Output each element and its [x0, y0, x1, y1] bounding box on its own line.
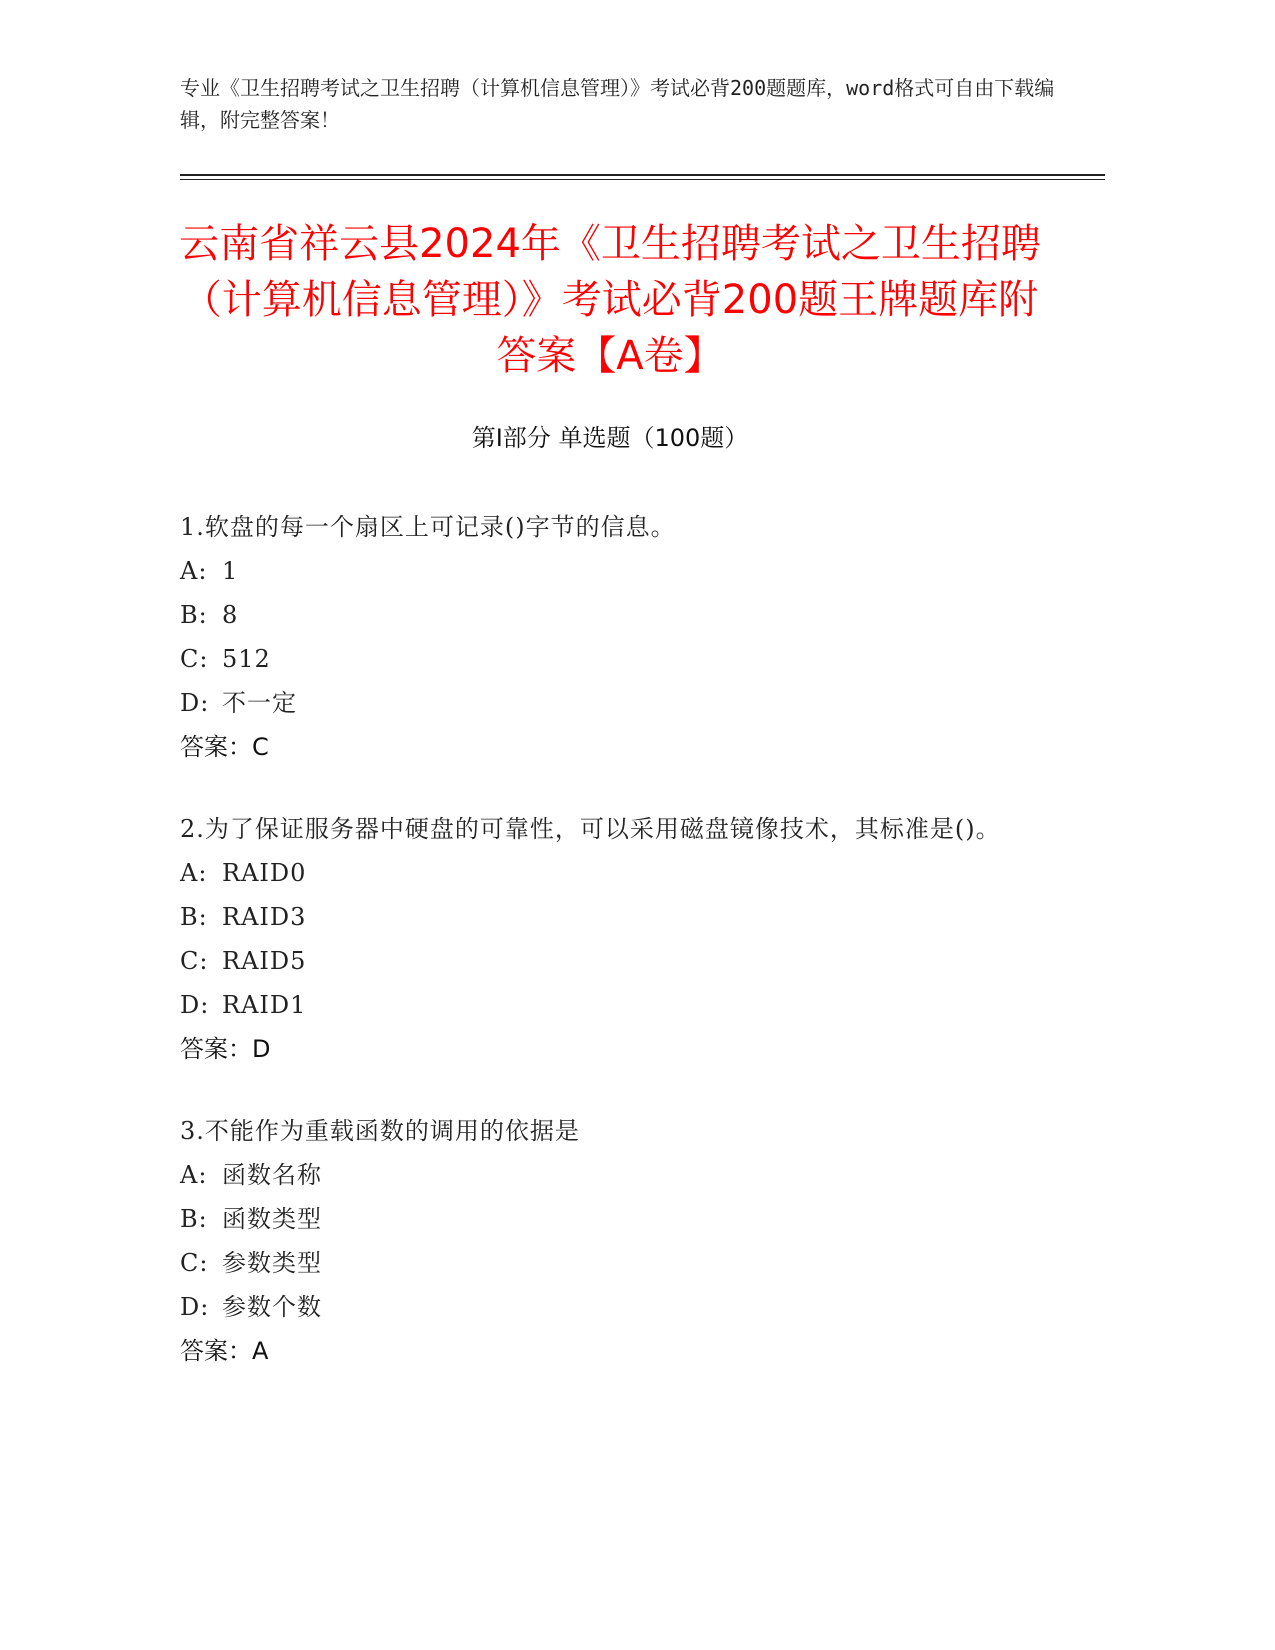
option-letter: D: — [180, 689, 210, 717]
option-letter: B: — [180, 601, 208, 629]
question-1 — [180, 505, 1030, 769]
answer-line: 答案：C — [180, 733, 269, 761]
option-d — [180, 681, 1030, 725]
option-text: RAID5 — [222, 947, 307, 975]
option-d — [180, 1285, 1030, 1329]
header-note: 专业《卫生招聘考试之卫生招聘（计算机信息管理）》考试必背200题题库，word格式可自由下载编辑，附完整答案！ — [180, 76, 1055, 132]
option-letter: D: — [180, 1293, 210, 1321]
option-c — [180, 939, 1030, 983]
option-b — [180, 895, 1030, 939]
document-title: 云南省祥云县2024年《卫生招聘考试之卫生招聘（计算机信息管理）》考试必背200题王牌题库附答案【A卷】 — [179, 221, 1041, 379]
option-letter: B: — [180, 1205, 208, 1233]
option-letter: C: — [180, 1249, 209, 1277]
header-divider-thick — [180, 174, 1105, 176]
question-stem: 1.软盘的每一个扇区上可记录()字节的信息。 — [180, 513, 676, 541]
option-text: 8 — [222, 601, 239, 629]
answer-line: 答案：D — [180, 1035, 271, 1063]
section-heading: 第Ⅰ部分 单选题（100题） — [471, 424, 749, 452]
option-d — [180, 983, 1030, 1027]
option-text: 不一定 — [222, 689, 297, 717]
option-letter: A: — [180, 859, 208, 887]
question-2 — [180, 807, 1030, 1071]
option-b — [180, 1197, 1030, 1241]
option-text: 1 — [222, 557, 239, 585]
option-a — [180, 1153, 1030, 1197]
option-text: RAID3 — [222, 903, 307, 931]
question-3 — [180, 1109, 1030, 1373]
option-b — [180, 593, 1030, 637]
option-letter: D: — [180, 991, 210, 1019]
answer-line: 答案：A — [180, 1337, 269, 1365]
question-list — [180, 505, 1030, 1411]
question-stem: 3.不能作为重载函数的调用的依据是 — [180, 1117, 580, 1145]
option-letter: C: — [180, 947, 209, 975]
option-a — [180, 549, 1030, 593]
question-stem: 2.为了保证服务器中硬盘的可靠性，可以采用磁盘镜像技术，其标准是()。 — [180, 815, 1001, 843]
option-text: 函数名称 — [222, 1161, 322, 1189]
option-text: 函数类型 — [222, 1205, 322, 1233]
option-a — [180, 851, 1030, 895]
option-text: RAID0 — [222, 859, 307, 887]
option-letter: B: — [180, 903, 208, 931]
option-text: 参数类型 — [222, 1249, 322, 1277]
header-divider-thin — [180, 179, 1105, 180]
option-letter: C: — [180, 645, 209, 673]
option-text: 参数个数 — [222, 1293, 322, 1321]
option-c — [180, 1241, 1030, 1285]
option-text: RAID1 — [222, 991, 307, 1019]
option-c — [180, 637, 1030, 681]
option-text: 512 — [222, 645, 271, 673]
option-letter: A: — [180, 557, 208, 585]
option-letter: A: — [180, 1161, 208, 1189]
